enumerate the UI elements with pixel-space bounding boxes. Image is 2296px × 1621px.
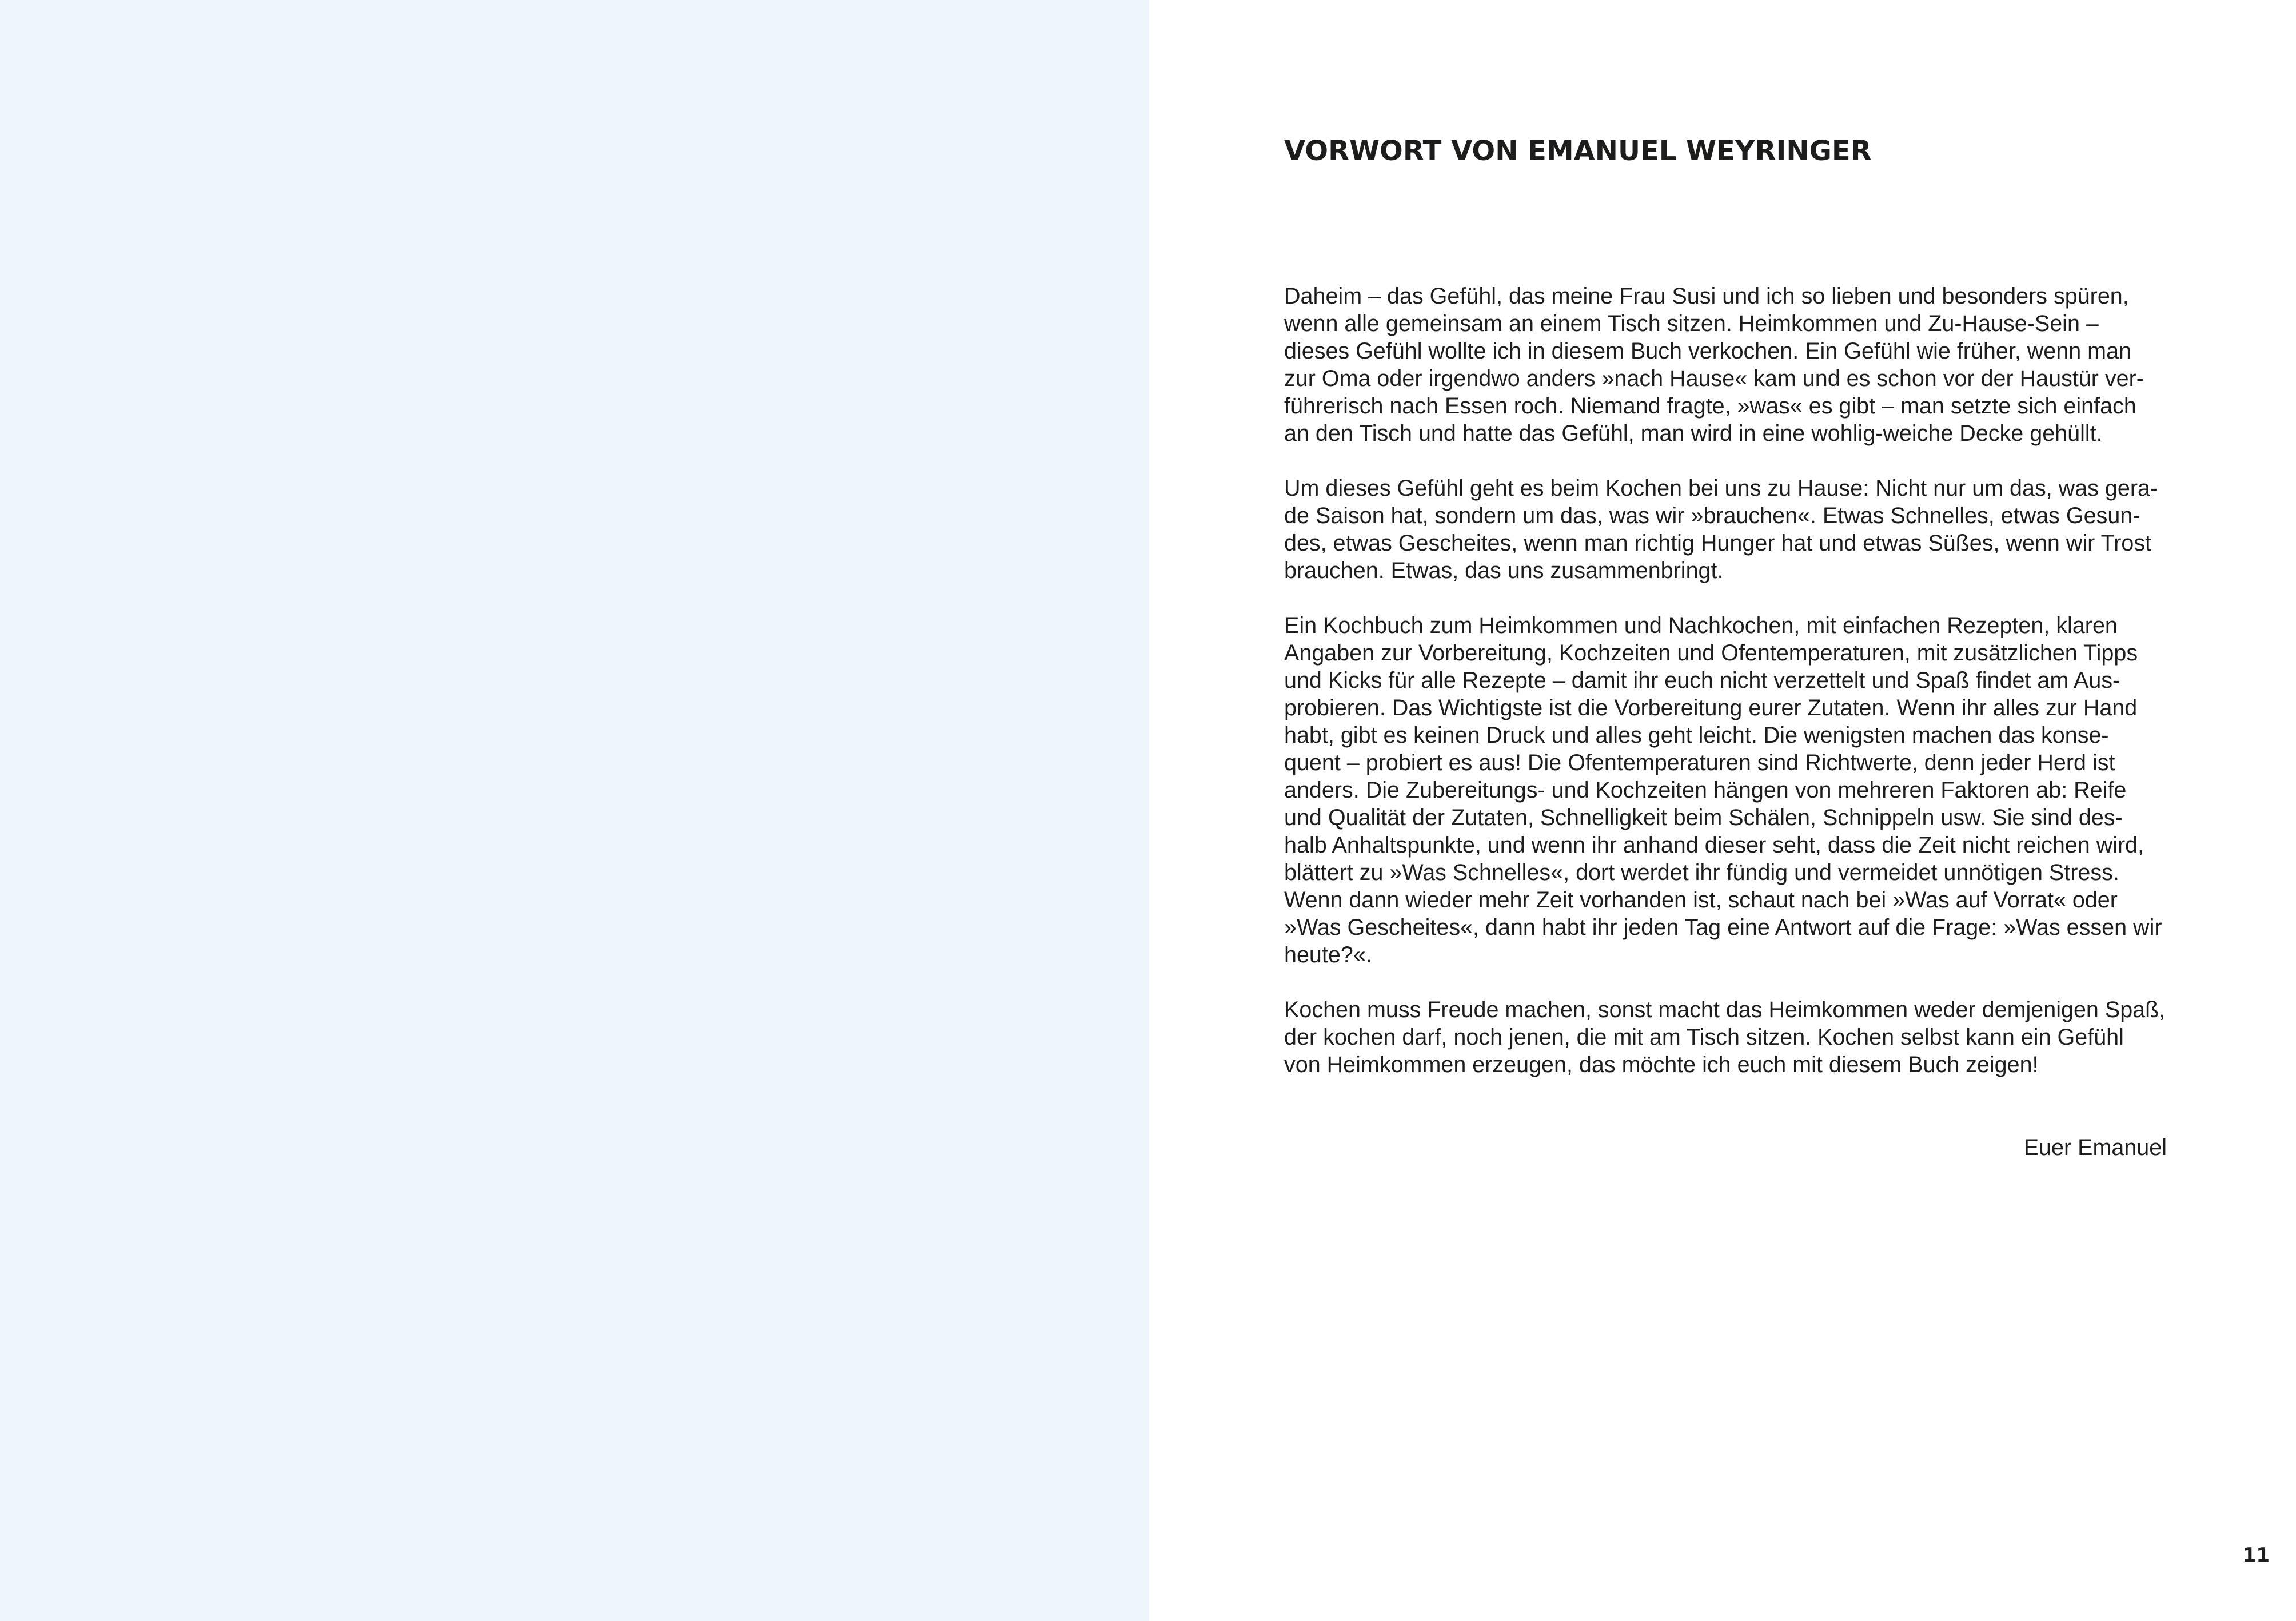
text-line: des, etwas Gescheites, wenn man richtig Hunger hat und etwas Süßes, wenn wir Trost: [1284, 531, 2152, 556]
right-page: [1149, 0, 2296, 1621]
text-line: Wenn dann wieder mehr Zeit vorhanden ist, schaut nach bei »Was auf Vorrat« oder: [1284, 887, 2118, 913]
text-line: wenn alle gemeinsam an einem Tisch sitzen. Heimkommen und Zu-Hause-Sein –: [1284, 311, 2099, 336]
text-line: probieren. Das Wichtigste ist die Vorbereitung eurer Zutaten. Wenn ihr alles zur Hand: [1284, 695, 2138, 720]
text-line: de Saison hat, sondern um das, was wir »brauchen«. Etwas Schnelles, etwas Gesun-: [1284, 503, 2140, 528]
paragraph-1: [1284, 282, 2167, 447]
text-line: habt, gibt es keinen Druck und alles geht leicht. Die wenigsten machen das konse-: [1284, 723, 2109, 748]
text-line: Um dieses Gefühl geht es beim Kochen bei uns zu Hause: Nicht nur um das, was gera-: [1284, 476, 2158, 501]
signature: Euer Emanuel: [2023, 1135, 2167, 1160]
paragraph-2: [1284, 475, 2167, 584]
text-line: Kochen muss Freude machen, sonst macht das Heimkommen weder demjenigen Spaß,: [1284, 997, 2166, 1022]
text-line: an den Tisch und hatte das Gefühl, man wird in eine wohlig-weiche Decke gehüllt.: [1284, 421, 2103, 446]
text-line: führerisch nach Essen roch. Niemand fragte, »was« es gibt – man setzte sich einfach: [1284, 393, 2136, 419]
text-line: heute?«.: [1284, 942, 1372, 967]
text-line: anders. Die Zubereitungs- und Kochzeiten hängen von mehreren Faktoren ab: Reife: [1284, 778, 2127, 803]
paragraph-3: [1284, 612, 2167, 969]
text-line: von Heimkommen erzeugen, das möchte ich euch mit diesem Buch zeigen!: [1284, 1052, 2039, 1077]
text-line: blättert zu »Was Schnelles«, dort werdet ihr fündig und vermeidet unnötigen Stress.: [1284, 860, 2119, 885]
text-line: Angaben zur Vorbereitung, Kochzeiten und Ofentemperaturen, mit zusätzlichen Tipps: [1284, 640, 2138, 666]
text-line: Ein Kochbuch zum Heimkommen und Nachkochen, mit einfachen Rezepten, klaren: [1284, 613, 2118, 638]
text-line: zur Oma oder irgendwo anders »nach Hause« kam und es schon vor der Haustür ver-: [1284, 366, 2144, 391]
body-text: [1284, 282, 2167, 1106]
text-line: der kochen darf, noch jenen, die mit am Tisch sitzen. Kochen selbst kann ein Gefühl: [1284, 1025, 2124, 1050]
paragraph-4: [1284, 996, 2167, 1078]
text-line: halb Anhaltspunkte, und wenn ihr anhand dieser seht, dass die Zeit nicht reichen wird,: [1284, 833, 2144, 858]
text-line: dieses Gefühl wollte ich in diesem Buch verkochen. Ein Gefühl wie früher, wenn man: [1284, 338, 2132, 364]
page-title: VORWORT VON EMANUEL WEYRINGER: [1284, 135, 1872, 167]
text-line: brauchen. Etwas, das uns zusammenbringt.: [1284, 558, 1724, 583]
text-line: und Kicks für alle Rezepte – damit ihr euch nicht verzettelt und Spaß findet am Aus-: [1284, 668, 2120, 693]
text-line: Daheim – das Gefühl, das meine Frau Susi und ich so lieben und besonders spüren,: [1284, 284, 2129, 309]
text-line: »Was Gescheites«, dann habt ihr jeden Tag eine Antwort auf die Frage: »Was essen wir: [1284, 915, 2162, 940]
page-number: 11: [2242, 1544, 2270, 1567]
text-line: quent – probiert es aus! Die Ofentemperaturen sind Richtwerte, denn jeder Herd ist: [1284, 750, 2115, 775]
text-line: und Qualität der Zutaten, Schnelligkeit beim Schälen, Schnippeln usw. Sie sind des-: [1284, 805, 2123, 830]
